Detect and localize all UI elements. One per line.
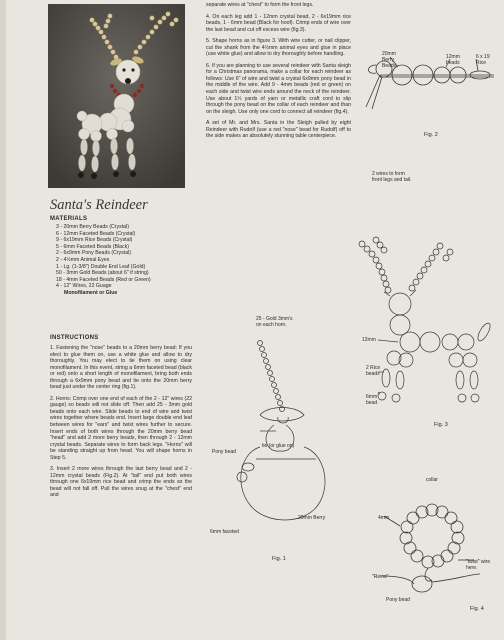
instruction-step-1: 1. Fastening the "nose" beads to a 20mm berry bead: If you elect to glue them on, use a white glue and allow to dry thoroughly. You may elect to tie them on using clear monofilament. In this event, string a 6mm faceted bead (black or red) onto a short length of monofilament, bring both ends through a 6x9mm pony bead and tie onto the 20mm berry bead just under the center ring (fig.1). bbox=[50, 345, 192, 391]
instruction-step-6: 6. If you are planning to use several reindeer with Santa sleigh for a Christmas panorama, make a collar for each reindeer as follows: Use 6" of wire and twist a crystal 6x9mm pony bead in the middle of the wire. Add 9 - 4mm beads (red or green) on each side and twist wire ends around the neck of the reindeer. Use about 1½ yards of yarn or metallic craft cord to slip through the pony bead on the collar of each reindeer and than on the sleigh. Use only one cord to connect all reindeer (fig.4). bbox=[206, 62, 351, 115]
materials-item: 9 - 6x19mm Rice Beads (Crystal) bbox=[56, 237, 133, 244]
materials-item: 1 - Lg. (1-3/8") Double End Leaf (Gold) bbox=[56, 263, 146, 270]
materials-heading: MATERIALS bbox=[50, 216, 88, 222]
materials-item: 50 - 3mm Gold Beads (about 6" if string) bbox=[56, 270, 149, 277]
fig2-label-rice: 6 x 19 Rice bbox=[476, 54, 490, 66]
fig2-label-berry: 20mm Berry Beads bbox=[382, 51, 397, 69]
materials-item: 2 - 6x9mm Pony Beads (Crystal) bbox=[56, 250, 131, 257]
materials-item: 3 - 20mm Berry Beads (Crystal) bbox=[56, 224, 129, 230]
instruction-step-2: 2. Horns: Crimp over one end of each of the 2 - 12" wires (22 gauge) so beads will not slide off. Then add 25 - 3mm gold beads onto each wire. Slide beads to end of wire and twist wires together where beads end. Insert large double end leaf between wires for "ears" and twist wires further to secure. Insert ends of both wires through the 20mm berry bead "head" and add 2 more berry beads, then through 2 - 12mm crystal beads. Separate wires to form back legs. "Horns" will be standing straight up from head. You will shape horns in Step 5. bbox=[50, 395, 192, 461]
instruction-step-4: 4. On each leg add 1 - 12mm crystal bead, 2 - 6x19mm rice beads, 1 - 6mm bead (Black for hoof). Crimp ends of wire over the last bead and cut off excess wire (fig.3). bbox=[206, 13, 351, 33]
materials-item: Monofilament or Glue bbox=[64, 289, 118, 296]
fig4-label-pony: Pony bead bbox=[386, 597, 410, 603]
instructions-heading: INSTRUCTIONS bbox=[50, 335, 99, 341]
reindeer-photo bbox=[48, 4, 185, 188]
fig4-label-collar: collar bbox=[426, 477, 438, 483]
fig3-label-6mm: 6mm bead bbox=[366, 394, 378, 406]
fig1-label-pony: Pony bead bbox=[212, 449, 236, 455]
fig2-label-12mm: 12mm beads bbox=[446, 54, 460, 66]
materials-item: 4 - 12" Wires, 22 Guage bbox=[56, 283, 112, 290]
materials-item: 5 - 6mm Faceted Beads (Black) bbox=[56, 243, 129, 250]
fig4-caption: Fig. 4 bbox=[470, 606, 484, 612]
closing-note: A set of Mr. and Mrs. Santa in the Sleigh pulled by eight Reindeer with Rudolf (use a red "nose" bead for Rudolf) off to the side makes an absolutely stunning table centerpiece. bbox=[206, 120, 351, 140]
fig1-label-berry: 20mm Berry bbox=[298, 515, 326, 521]
instruction-step-3: 3. Insert 2 more wires through the last berry bead and 2 - 12mm crystal beads (Fig.2). At "tail" end put both wires through one 6x19mm rice bead and crimp the ends so the bead will not fall off. Pull the wires snug at the "chest" end and bbox=[50, 466, 192, 499]
instruction-step-5: 5. Shape horns as in figure 3. With wire cutter, or nail clipper, cut the shank from the 4½mm animal eyes and glue in place (use white glue) and allow to dry thoroughly before handling. bbox=[206, 38, 351, 58]
fig3-caption: Fig. 3 bbox=[434, 422, 448, 428]
page-spine bbox=[0, 0, 6, 640]
fig1-caption: Fig. 1 bbox=[272, 556, 286, 562]
fig1-label-tie: tie (or glue on) bbox=[262, 443, 295, 449]
materials-list bbox=[56, 224, 196, 297]
instructions-column-1 bbox=[50, 345, 192, 504]
materials-item: 6 - 12mm Faceted Beads (Crystal) bbox=[56, 230, 136, 237]
fig2-label-wires: 2 wires to form front legs and tail. bbox=[372, 171, 412, 183]
materials-item: 18 - 4mm Faceted Beads (Red or Green) bbox=[56, 276, 151, 283]
fig4-label-twist: "twist" wire here. bbox=[466, 559, 491, 571]
fig1-label-faceted: 6mm faceted bbox=[210, 529, 239, 535]
fig4-label-reins: "Reins" bbox=[372, 574, 389, 580]
fig1-label-gold: 25 - Gold 3mm's on each horn. bbox=[256, 316, 293, 328]
materials-item: 2 - 4½mm Animal Eyes bbox=[56, 256, 110, 263]
project-title: Santa's Reindeer bbox=[50, 197, 148, 213]
fig3-label-12mm: 12mm bbox=[362, 337, 376, 343]
figure-4-diagram bbox=[362, 477, 502, 610]
fig4-label-4mm: 4mm bbox=[378, 515, 390, 521]
fig3-label-rice: 2 Rice beads bbox=[366, 365, 381, 377]
instructions-column-2 bbox=[206, 2, 351, 145]
fig2-caption: Fig. 2 bbox=[424, 132, 438, 138]
instruction-step-3-cont: separate wires at "chest" to form the front legs. bbox=[206, 2, 314, 8]
